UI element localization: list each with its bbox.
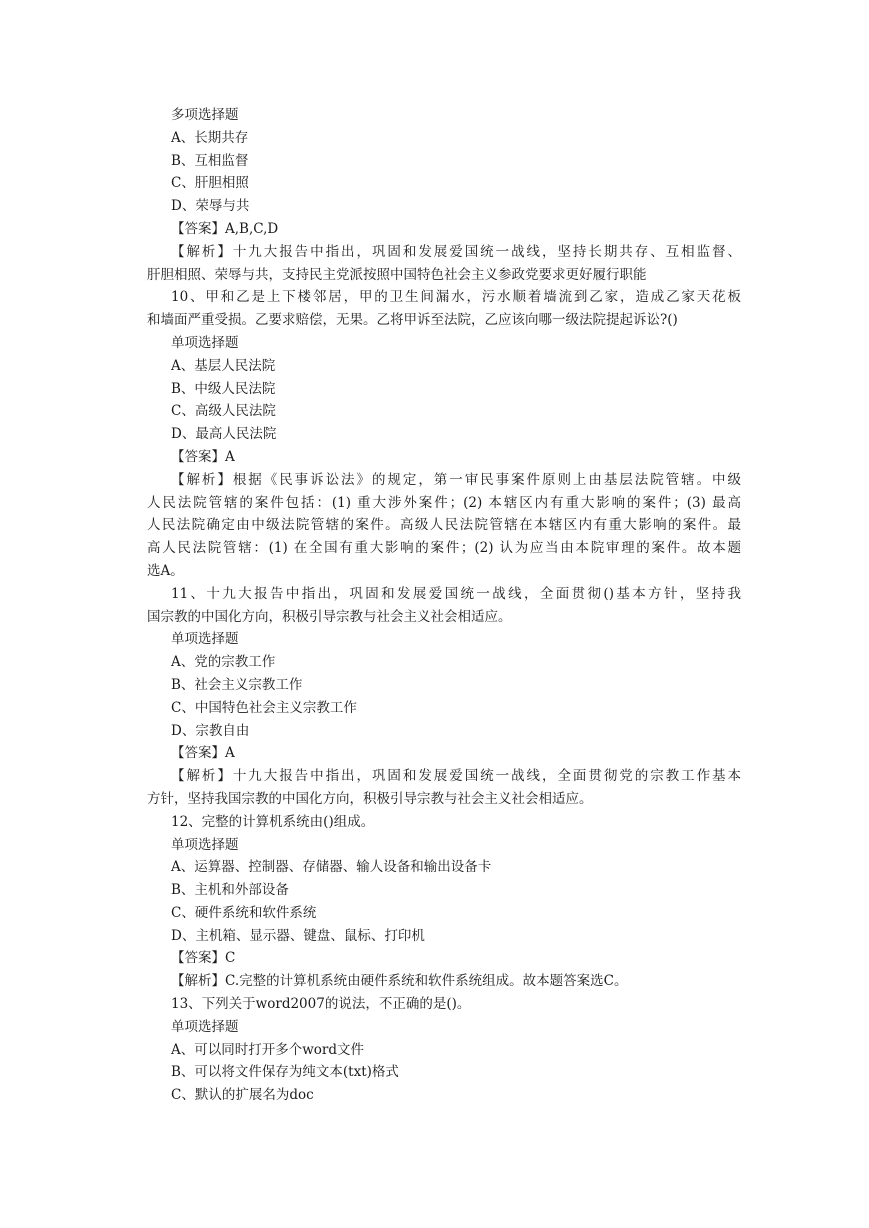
text-line: 13、下列关于word2007的说法，不正确的是()。 [171, 996, 471, 1013]
text-line: 多项选择题 [171, 107, 239, 123]
text-line: 【答案】A [171, 745, 235, 762]
text-line: C、肝胆相照 [171, 175, 249, 192]
text-line: 单项选择题 [171, 1018, 239, 1035]
text-line: B、中级人民法院 [171, 380, 276, 397]
text-line: C、默认的扩展名为doc [171, 1087, 314, 1104]
text-line: B、互相监督 [171, 152, 249, 169]
text-line: B、可以将文件保存为纯文本(txt)格式 [171, 1064, 399, 1081]
text-line: 肝胆相照、荣辱与共，支持民主党派按照中国特色社会主义参政党要求更好履行职能 [147, 266, 647, 283]
text-line: D、荣辱与共 [171, 198, 250, 215]
text-line: A、运算器、控制器、存储器、输人设备和输出设备卡 [171, 859, 492, 876]
text-line: A、党的宗教工作 [171, 654, 276, 671]
text-line: 【答案】A,B,C,D [171, 220, 279, 237]
text-line: 单项选择题 [171, 836, 239, 853]
text-line: C、硬件系统和软件系统 [171, 904, 317, 921]
text-line: C、中国特色社会主义宗教工作 [171, 699, 357, 716]
text-line: A、基层人民法院 [171, 357, 276, 374]
document-page [147, 104, 741, 1107]
text-line: 单项选择题 [171, 334, 239, 351]
text-line: 12、完整的计算机系统由()组成。 [171, 813, 375, 830]
text-line: D、主机箱、显示器、键盘、鼠标、打印机 [171, 927, 425, 944]
text-line: A、可以同时打开多个word文件 [171, 1041, 365, 1058]
text-line: 【解析】十九大报告中指出，巩固和发展爱国统一战线，全面贯彻党的宗教工作基本 [171, 768, 741, 785]
text-line: 高人民法院管辖：(1) 在全国有重大影响的案件；(2) 认为应当由本院审理的案件。故本题 [147, 540, 741, 557]
text-line: 【解析】十九大报告中指出，巩固和发展爱国统一战线，坚持长期共存、互相监督、 [171, 243, 741, 260]
text-line: 国宗教的中国化方向，积极引导宗教与社会主义社会相适应。 [147, 608, 512, 625]
text-line: A、长期共存 [171, 129, 249, 146]
text-line: 【答案】A [171, 448, 235, 465]
text-line: 【解析】C.完整的计算机系统由硬件系统和软件系统组成。故本题答案选C。 [171, 973, 628, 990]
text-line: 【答案】C [171, 950, 236, 967]
text-line: D、最高人民法院 [171, 426, 277, 443]
text-line: 【解析】根据《民事诉讼法》的规定，第一审民事案件原则上由基层法院管辖。中级 [171, 471, 741, 488]
text-line: 方针，坚持我国宗教的中国化方向，积极引导宗教与社会主义社会相适应。 [147, 790, 593, 807]
text-line: 人民法院确定由中级法院管辖的案件。高级人民法院管辖在本辖区内有重大影响的案件。最 [147, 517, 741, 534]
text-line: 人民法院管辖的案件包括：(1) 重大涉外案件；(2) 本辖区内有重大影响的案件；(3) 最高 [147, 494, 741, 511]
text-line: D、宗教自由 [171, 722, 250, 739]
text-line: B、主机和外部设备 [171, 882, 289, 899]
text-line: C、高级人民法院 [171, 403, 276, 420]
text-line: 11、十九大报告中指出，巩固和发展爱国统一战线，全面贯彻()基本方针，坚持我 [171, 585, 741, 602]
text-line: B、社会主义宗教工作 [171, 676, 303, 693]
text-line: 和墙面严重受损。乙要求赔偿，无果。乙将甲诉至法院，乙应该向哪一级法院提起诉讼?() [147, 312, 678, 329]
text-line: 10、甲和乙是上下楼邻居，甲的卫生间漏水，污水顺着墙流到乙家，造成乙家天花板 [171, 289, 741, 306]
text-line: 选A。 [147, 562, 184, 579]
text-line: 单项选择题 [171, 631, 239, 648]
